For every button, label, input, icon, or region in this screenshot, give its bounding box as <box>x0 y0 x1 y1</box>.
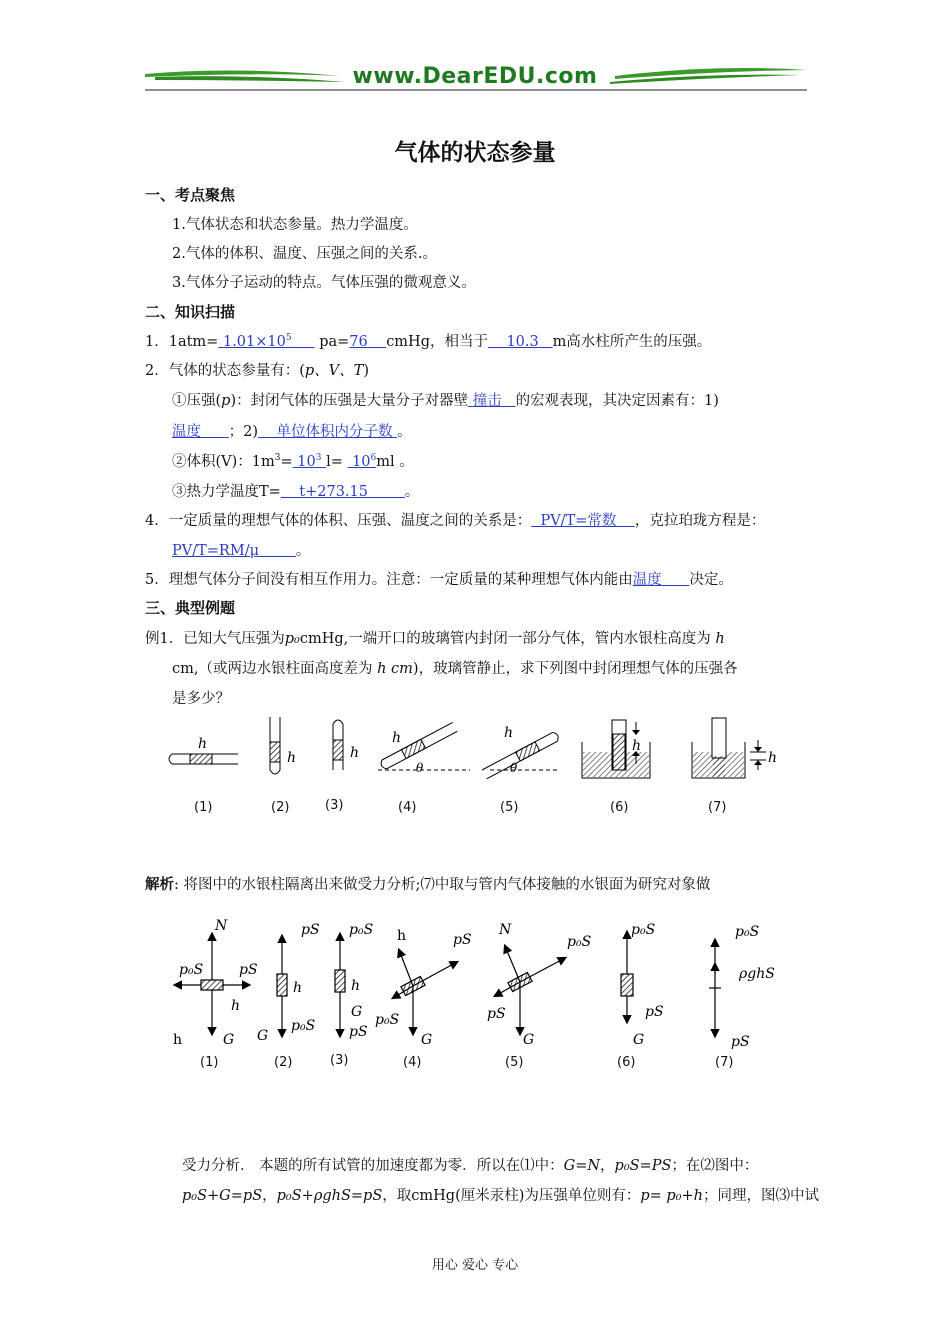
svg-text:h: h <box>173 1032 183 1048</box>
svg-text:h: h <box>287 750 297 766</box>
fig1-label: (5) <box>500 800 519 815</box>
scan-line-9 <box>145 568 733 589</box>
text: ③热力学温度T= <box>172 484 281 500</box>
blank-value: PV/T=RM/μ <box>172 543 260 559</box>
blank-density <box>258 424 397 440</box>
equation: p₀S+G=pS <box>182 1188 263 1204</box>
svg-text:p₀S: p₀S <box>631 922 656 938</box>
equation: G=N <box>563 1158 601 1174</box>
blank-value: 温度 <box>632 572 662 588</box>
force-diagram-6 <box>621 922 664 1048</box>
section-heading-focus: 一、考点聚焦 <box>145 186 236 204</box>
blank-clapeyron <box>172 543 296 559</box>
section-heading-scan: 二、知识扫描 <box>145 303 236 321</box>
svg-text:h: h <box>392 730 402 746</box>
fig1-label: (3) <box>325 798 344 813</box>
example-1-line-3: 是多少？ <box>172 691 230 707</box>
svg-text:G: G <box>421 1032 433 1048</box>
svg-text:h: h <box>293 980 303 996</box>
analysis-text: : 将图中的水银柱隔离出来做受力分析;⑺中取与管内气体接触的水银面为研究对象做 <box>174 877 711 893</box>
blank-temperature <box>172 424 229 440</box>
text: )：封闭气体的压强是大量分子对器壁 <box>230 393 469 409</box>
fig2-label: (3) <box>330 1053 349 1068</box>
blank-thermo-temp <box>281 484 405 500</box>
blank-value: 1.01×10 <box>222 334 286 350</box>
blank-liters <box>293 454 326 470</box>
equation: p₀S=PS <box>614 1158 672 1174</box>
svg-text:h: h <box>768 750 778 766</box>
exponent: 3 <box>315 453 322 464</box>
svg-text:G: G <box>633 1032 645 1048</box>
fig1-label: (6) <box>610 800 629 815</box>
force-diagram-1 <box>173 918 258 1048</box>
blank-value: t+273.15 <box>299 484 368 500</box>
fig2-label: (5) <box>505 1055 524 1070</box>
text: ；2) <box>228 424 259 440</box>
svg-text:p₀S: p₀S <box>375 1012 400 1028</box>
svg-text:h: h <box>350 745 360 761</box>
svg-text:p₀S: p₀S <box>349 922 374 938</box>
svg-text:N: N <box>215 918 228 934</box>
svg-text:p₀S: p₀S <box>567 934 592 950</box>
text: 。 <box>295 543 311 559</box>
var-p: p <box>221 393 231 409</box>
svg-text:pS: pS <box>453 932 472 948</box>
text: ；在⑵图中： <box>671 1158 759 1174</box>
analysis-label: 解析 <box>145 876 174 893</box>
text: 。 <box>397 424 412 440</box>
text: 决定。 <box>689 572 733 588</box>
scan-line-3 <box>172 389 719 410</box>
page-footer: 用心 爱心 专心 <box>431 1258 519 1273</box>
fig2-label: (7) <box>715 1055 734 1070</box>
fig2-label: (4) <box>403 1055 422 1070</box>
force-diagram-4 <box>375 928 472 1048</box>
svg-text:pS: pS <box>239 962 258 978</box>
svg-text:h: h <box>231 998 241 1014</box>
text: pa= <box>319 334 350 350</box>
scan-line-8 <box>172 539 310 560</box>
text: l= <box>326 454 343 470</box>
blank-collision <box>468 393 515 409</box>
blank-value: 10 <box>297 454 316 470</box>
svg-text:G: G <box>523 1032 535 1048</box>
force-diagram-3 <box>335 922 373 1040</box>
svg-text:h: h <box>504 725 514 741</box>
svg-text:pS: pS <box>731 1034 750 1050</box>
analysis-line <box>145 873 710 894</box>
fig2-label: (1) <box>200 1055 219 1070</box>
blank-internal-energy <box>633 572 690 588</box>
svg-text:h: h <box>351 978 361 994</box>
blank-gas-law <box>531 513 635 529</box>
example-1-line-2 <box>172 657 738 678</box>
blank-value: PV/T=常数 <box>540 513 617 529</box>
svg-text:h: h <box>198 736 208 752</box>
fig2-label: (2) <box>274 1055 293 1070</box>
focus-item-3: 3.气体分子运动的特点。气体压强的微观意义。 <box>172 275 476 291</box>
equation: p= p₀+h <box>640 1188 704 1204</box>
svg-text:θ: θ <box>510 761 518 775</box>
blank-cmhg <box>349 334 386 350</box>
analysis-para-line-2 <box>182 1184 819 1205</box>
svg-text:G: G <box>257 1028 269 1044</box>
svg-text:G: G <box>223 1032 235 1048</box>
text: m高水柱所产生的压强。 <box>552 334 712 350</box>
exponent: 5 <box>285 333 292 344</box>
scan-line-1 <box>145 330 711 351</box>
text: cmHg，相当于 <box>386 334 488 350</box>
svg-text:G: G <box>351 1004 363 1020</box>
text: ，克拉珀珑方程是： <box>634 513 766 529</box>
text: ；同理，图⑶中试 <box>703 1188 820 1204</box>
blank-value: 10.3 <box>506 334 539 350</box>
focus-item-2: 2.气体的体积、温度、压强之间的关系.。 <box>172 246 437 262</box>
text: ①压强( <box>172 393 222 409</box>
blank-value: 单位体积内分子数 <box>276 424 393 440</box>
text: ， <box>262 1188 277 1204</box>
text: 5．理想气体分子间没有相互作用力。注意：一定质量的某种理想气体内能由 <box>145 572 633 588</box>
scan-line-7 <box>145 509 765 530</box>
svg-text:p₀S: p₀S <box>291 1018 316 1034</box>
svg-text:h: h <box>632 738 642 754</box>
scan-line-6 <box>172 480 419 501</box>
var-h-cm: h cm <box>377 661 413 677</box>
fig1-label: (2) <box>271 800 290 815</box>
tube-inclined-open-up <box>378 722 470 775</box>
focus-item-1: 1.气体状态和状态参量。热力学温度。 <box>172 217 418 233</box>
text: 4．一定质量的理想气体的体积、压强、温度之间的关系是： <box>145 513 532 529</box>
text: 。 <box>404 484 420 500</box>
section-heading-examples: 三、典型例题 <box>145 599 236 617</box>
svg-text:p₀S: p₀S <box>735 924 760 940</box>
blank-1atm-pa <box>218 334 314 350</box>
svg-text:h: h <box>397 928 407 944</box>
exponent: 3 <box>274 453 281 464</box>
force-diagram-5 <box>487 922 591 1048</box>
blank-value: 温度 <box>172 424 201 440</box>
text: cmHg,一端开口的玻璃管内封闭一部分气体，管内水银柱高度为 <box>299 631 711 647</box>
text: 的宏观表现，其决定因素有：1) <box>515 393 719 409</box>
text: ml 。 <box>376 454 414 470</box>
force-diagram-7 <box>709 924 775 1050</box>
text: 例1．已知大气压强为 <box>145 631 285 647</box>
state-variables: p、V、T <box>304 363 364 379</box>
tube-in-mercury-basin-7 <box>692 718 777 778</box>
fig1-label: (4) <box>398 800 417 815</box>
text: = <box>280 454 293 470</box>
site-name[interactable]: www.DearEDU.com <box>352 64 598 89</box>
blank-ml <box>347 454 376 470</box>
svg-text:N: N <box>499 922 512 938</box>
text: ) <box>363 363 369 379</box>
fig1-label: (7) <box>708 800 727 815</box>
tube-in-mercury-basin-6 <box>582 720 650 778</box>
force-diagram-2 <box>257 922 320 1044</box>
svg-text:pS: pS <box>301 922 320 938</box>
blank-value: 76 <box>349 334 368 350</box>
page-title: 气体的状态参量 <box>394 139 556 166</box>
fig1-label: (1) <box>194 800 213 815</box>
svg-text:ρghS: ρghS <box>739 966 775 982</box>
text: )，玻璃管静止，求下列图中封闭理想气体的压强各 <box>412 661 738 677</box>
force-diagrams-figure <box>165 912 795 1062</box>
text: 2．气体的状态参量有：( <box>145 363 305 379</box>
text: 1．1atm= <box>145 334 219 350</box>
tube-vertical-inverted <box>333 720 359 770</box>
text: ，取cmHg(厘米汞柱)为压强单位则有： <box>382 1188 641 1204</box>
scan-line-2 <box>145 359 369 380</box>
tube-inclined-open-down <box>482 725 560 779</box>
blank-value: 撞击 <box>472 393 502 409</box>
example-1-line-1 <box>145 627 725 648</box>
fig2-label: (6) <box>617 1055 636 1070</box>
text: 受力分析． 本题的所有试管的加速度都为零．所以在⑴中： <box>182 1158 564 1174</box>
analysis-para-line-1 <box>182 1154 758 1175</box>
text: ， <box>600 1158 615 1174</box>
scan-line-5 <box>172 450 414 471</box>
tube-horizontal <box>169 736 238 764</box>
tube-vertical-open-top <box>270 717 296 774</box>
exponent: 6 <box>370 453 377 464</box>
tube-diagrams-figure <box>160 712 800 822</box>
svg-text:p₀S: p₀S <box>179 962 204 978</box>
var-p0: p₀ <box>284 631 300 647</box>
blank-value: 10 <box>352 454 371 470</box>
scan-line-4 <box>172 420 412 441</box>
text: cm,（或两边水银柱面高度差为 <box>172 661 373 677</box>
svg-text:pS: pS <box>487 1006 506 1022</box>
blank-water-column <box>488 334 553 350</box>
svg-text:pS: pS <box>645 1004 664 1020</box>
var-h: h <box>715 631 725 647</box>
equation: p₀S+ρghS=pS <box>276 1188 383 1204</box>
svg-text:θ: θ <box>416 761 424 775</box>
text: ②体积(V)：1m <box>172 454 275 470</box>
svg-text:pS: pS <box>349 1024 368 1040</box>
